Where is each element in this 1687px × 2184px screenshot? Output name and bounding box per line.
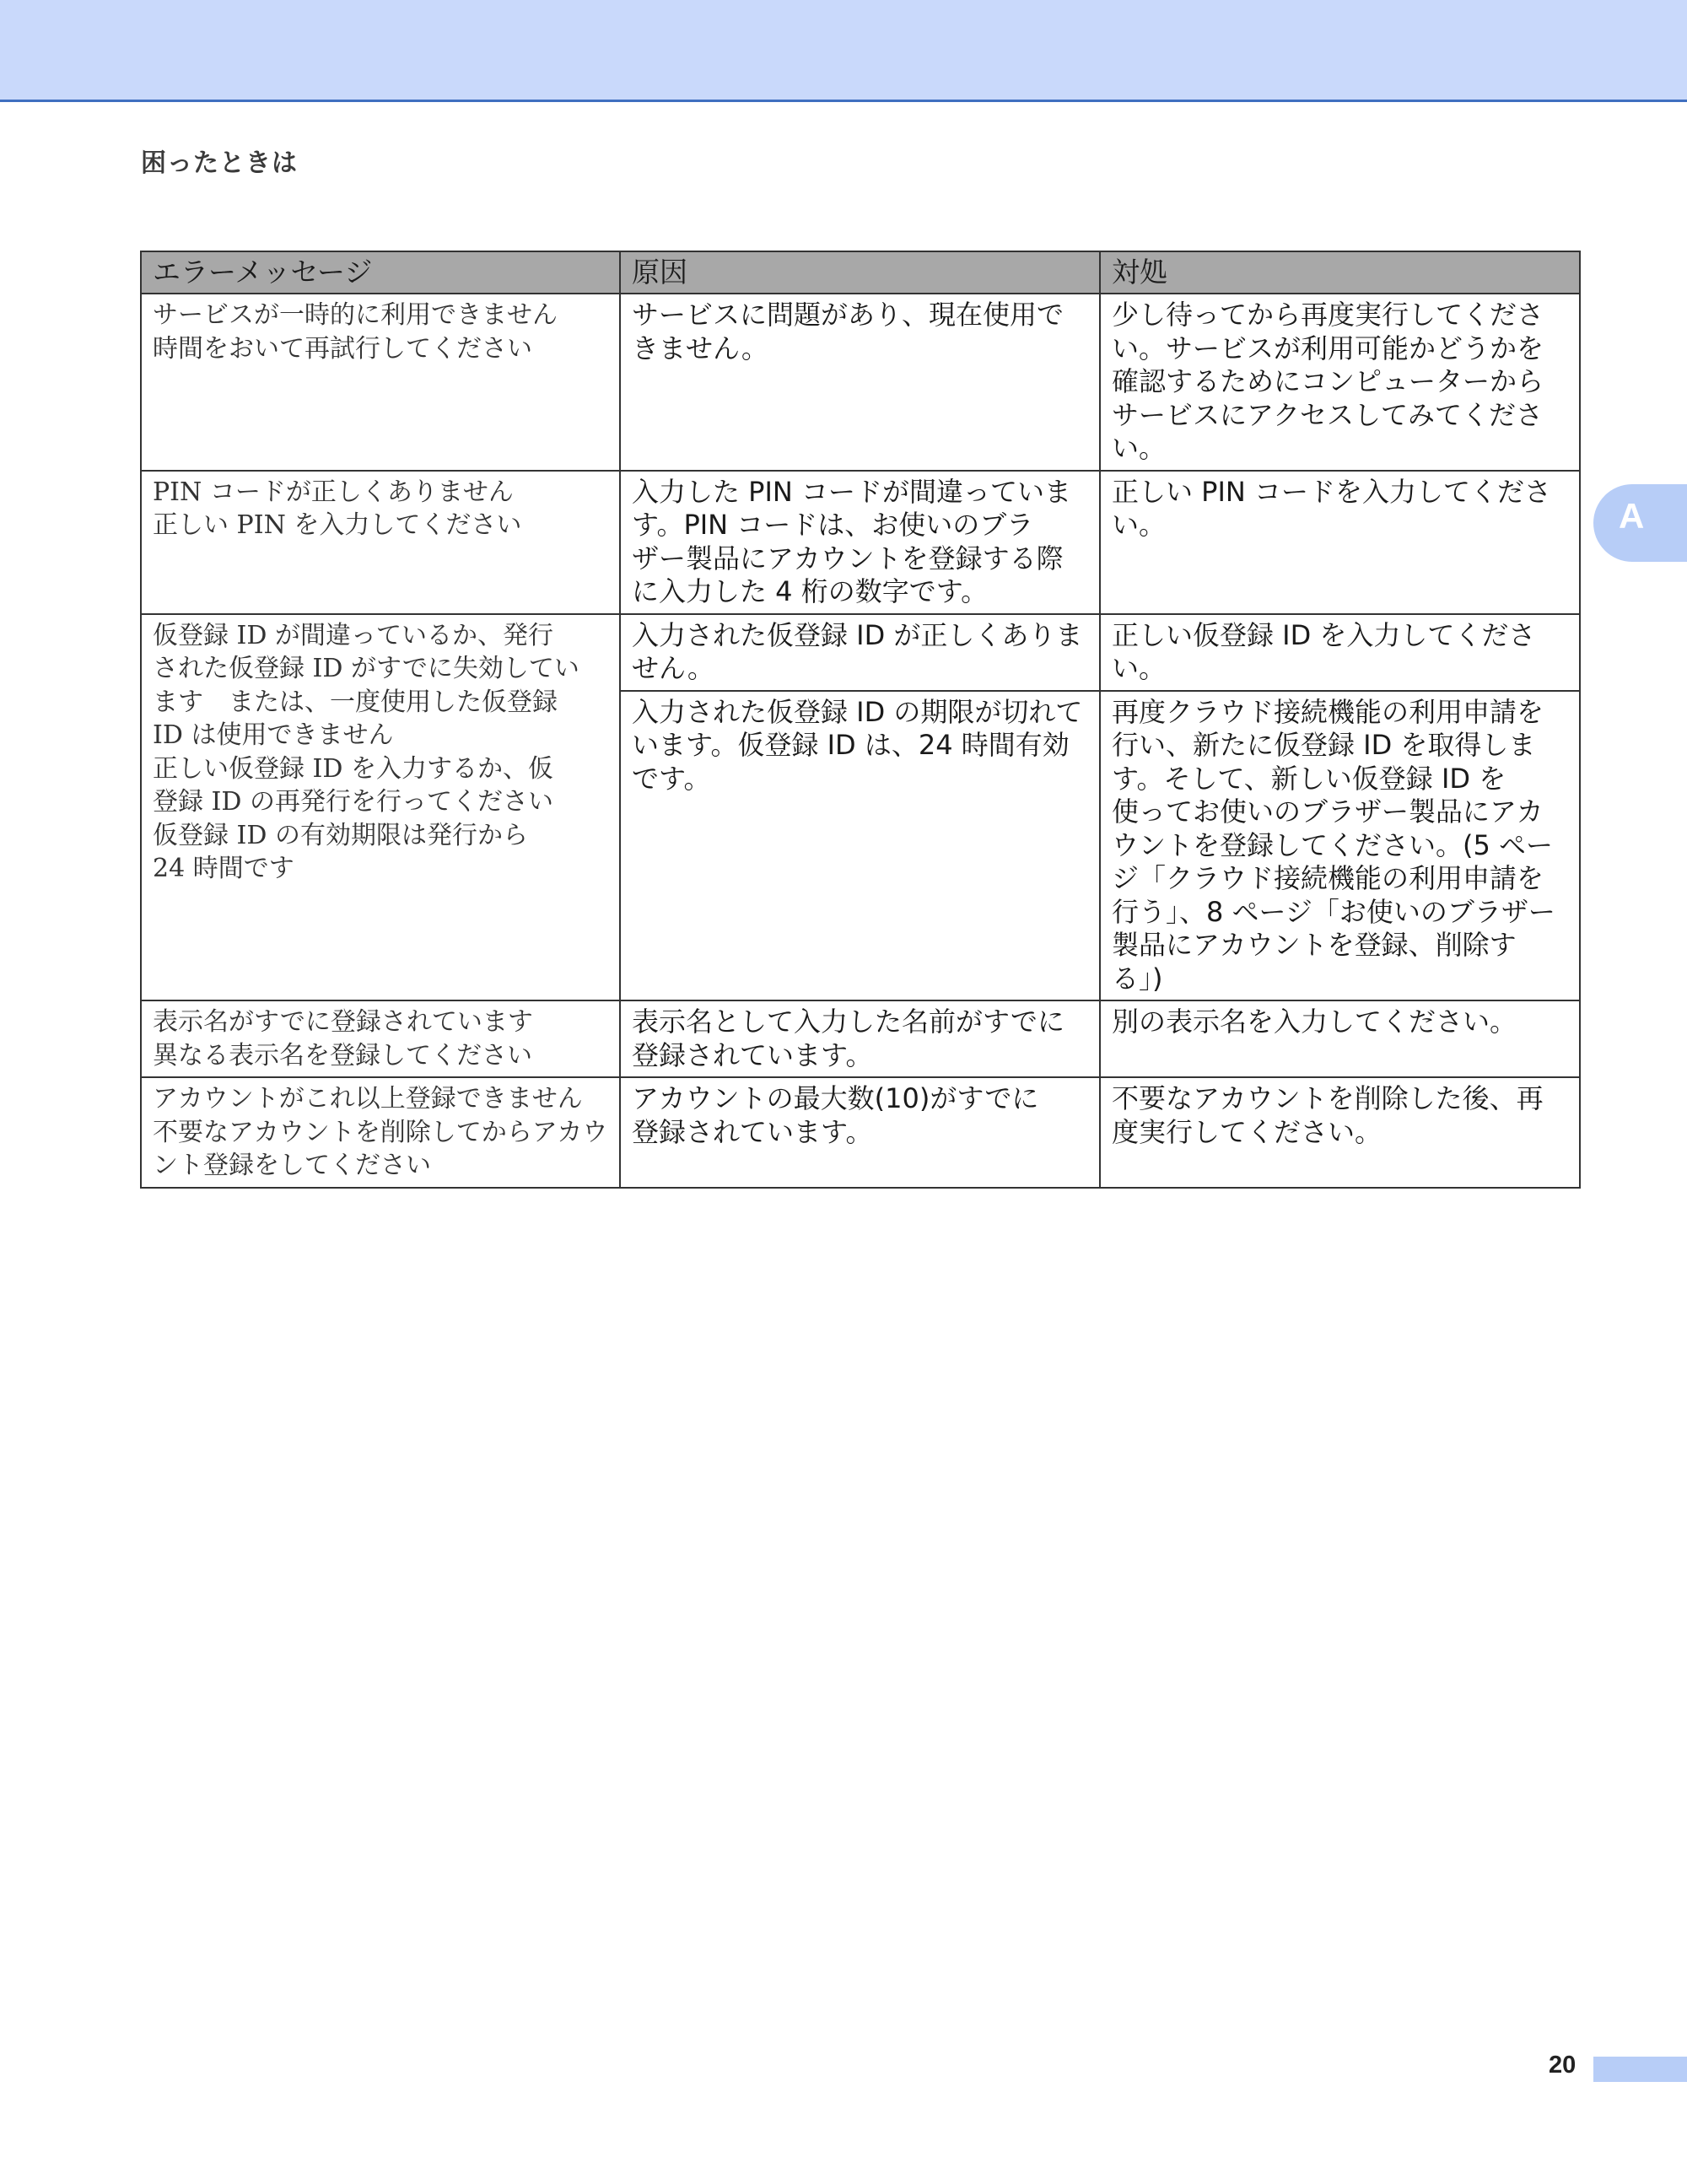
chapter-tab[interactable] xyxy=(1593,484,1687,562)
page-number-bar xyxy=(1593,2057,1687,2082)
table-header-row xyxy=(141,251,1580,294)
table-row xyxy=(141,471,1580,614)
cause-text: に入力した 4 桁の数字です。 xyxy=(632,575,989,607)
remedy-text: 使ってお使いのブラザー製品にアカ xyxy=(1112,795,1544,828)
troubleshooting-table xyxy=(140,251,1581,1189)
error-text: 異なる表示名を登録してください xyxy=(153,1040,532,1070)
remedy-cell xyxy=(1100,614,1580,691)
remedy-text: 正しい PIN コードを入力してくださ xyxy=(1112,475,1552,508)
cause-cell xyxy=(620,471,1100,614)
error-message-cell xyxy=(141,1077,620,1188)
cause-cell xyxy=(620,1000,1100,1077)
remedy-text: 正しい仮登録 ID を入力してくださ xyxy=(1112,618,1536,651)
header-band xyxy=(0,0,1687,102)
cause-text: ザー製品にアカウントを登録する際 xyxy=(632,542,1064,574)
remedy-text: 度実行してください。 xyxy=(1112,1115,1382,1148)
error-text: 正しい仮登録 ID を入力するか、仮 xyxy=(153,753,553,784)
cause-text: います。仮登録 ID は、24 時間有効 xyxy=(632,729,1070,761)
remedy-cell xyxy=(1100,691,1580,1001)
error-text: 正しい PIN を入力してください xyxy=(153,510,522,540)
cause-cell xyxy=(620,691,1100,1001)
remedy-text: 行い、新たに仮登録 ID を取得しま xyxy=(1112,729,1536,761)
remedy-text: す。そして、新しい仮登録 ID を xyxy=(1112,762,1506,795)
table-row xyxy=(141,614,1580,691)
remedy-text: サービスにアクセスしてみてくださ xyxy=(1112,398,1544,431)
error-text: 24 時間です xyxy=(153,854,294,883)
cause-text: 入力した PIN コードが間違っていま xyxy=(632,475,1072,508)
table-row xyxy=(141,294,1580,471)
error-message-cell xyxy=(141,614,620,1001)
remedy-cell xyxy=(1100,1000,1580,1077)
remedy-text: ウントを登録してください。(5 ペー xyxy=(1112,828,1554,861)
header-remedy: 対処 xyxy=(1100,251,1580,294)
error-message-cell xyxy=(141,1000,620,1077)
remedy-text: い。サービスが利用可能かどうかを xyxy=(1112,332,1544,364)
cause-cell xyxy=(620,614,1100,691)
cause-cell xyxy=(620,1077,1100,1188)
error-text: ます または、一度使用した仮登録 xyxy=(153,687,558,717)
remedy-text: 不要なアカウントを削除した後、再 xyxy=(1112,1082,1544,1114)
cause-text: 入力された仮登録 ID の期限が切れて xyxy=(632,695,1083,728)
remedy-text: ジ「クラウド接続機能の利用申請を xyxy=(1112,862,1544,894)
remedy-text: い。 xyxy=(1112,652,1167,684)
error-text: アカウントがこれ以上登録できません xyxy=(153,1084,583,1114)
remedy-text: い。 xyxy=(1112,432,1167,464)
table-row xyxy=(141,1000,1580,1077)
remedy-text: 少し待ってから再度実行してくださ xyxy=(1112,299,1544,331)
cause-text: 登録されています。 xyxy=(632,1038,873,1071)
remedy-text: 行う」、8 ページ「お使いのブラザー xyxy=(1112,895,1555,928)
error-text: サービスが一時的に利用できません xyxy=(153,300,558,330)
remedy-text: 製品にアカウントを登録、削除す xyxy=(1112,929,1517,961)
error-text: 登録 ID の再発行を行ってください xyxy=(153,787,553,817)
cause-text: せん。 xyxy=(632,652,714,684)
cause-text: 登録されています。 xyxy=(632,1115,873,1148)
remedy-text: 再度クラウド接続機能の利用申請を xyxy=(1112,695,1544,728)
error-text: ント登録をしてください xyxy=(153,1151,431,1180)
page-number: 20 xyxy=(1549,2052,1577,2079)
error-text: ID は使用できません xyxy=(153,720,394,750)
error-message-cell xyxy=(141,471,620,614)
cause-text: 表示名として入力した名前がすでに xyxy=(632,1006,1064,1038)
remedy-cell xyxy=(1100,1077,1580,1188)
remedy-text: る」) xyxy=(1112,962,1163,995)
header-cause: 原因 xyxy=(620,251,1100,294)
error-text: 仮登録 ID の有効期限は発行から xyxy=(153,820,528,850)
cause-text: アカウントの最大数(10)がすでに xyxy=(632,1082,1039,1114)
cause-text: サービスに問題があり、現在使用で xyxy=(632,299,1064,331)
header-error-message: エラーメッセージ xyxy=(141,251,620,294)
section-title: 困ったときは xyxy=(141,148,298,178)
remedy-text: 確認するためにコンピューターから xyxy=(1112,365,1544,397)
error-text: 不要なアカウントを削除してからアカウ xyxy=(153,1117,608,1147)
cause-cell xyxy=(620,294,1100,471)
remedy-cell xyxy=(1100,471,1580,614)
error-text: 仮登録 ID が間違っているか、発行 xyxy=(153,620,553,650)
cause-text: す。PIN コードは、お使いのブラ xyxy=(632,509,1034,541)
table-row xyxy=(141,1077,1580,1188)
error-text: 時間をおいて再試行してください xyxy=(153,333,532,364)
chapter-tab-label: A xyxy=(1619,496,1645,536)
cause-text: です。 xyxy=(632,762,711,795)
error-text: PIN コードが正しくありません xyxy=(153,477,514,507)
error-text: 表示名がすでに登録されています xyxy=(153,1007,533,1037)
cause-text: 入力された仮登録 ID が正しくありま xyxy=(632,618,1083,651)
error-message-cell xyxy=(141,294,620,471)
remedy-text: 別の表示名を入力してください。 xyxy=(1112,1006,1517,1038)
cause-text: きません。 xyxy=(632,332,768,364)
remedy-cell xyxy=(1100,294,1580,471)
remedy-text: い。 xyxy=(1112,509,1167,541)
error-text: された仮登録 ID がすでに失効してい xyxy=(153,654,579,683)
